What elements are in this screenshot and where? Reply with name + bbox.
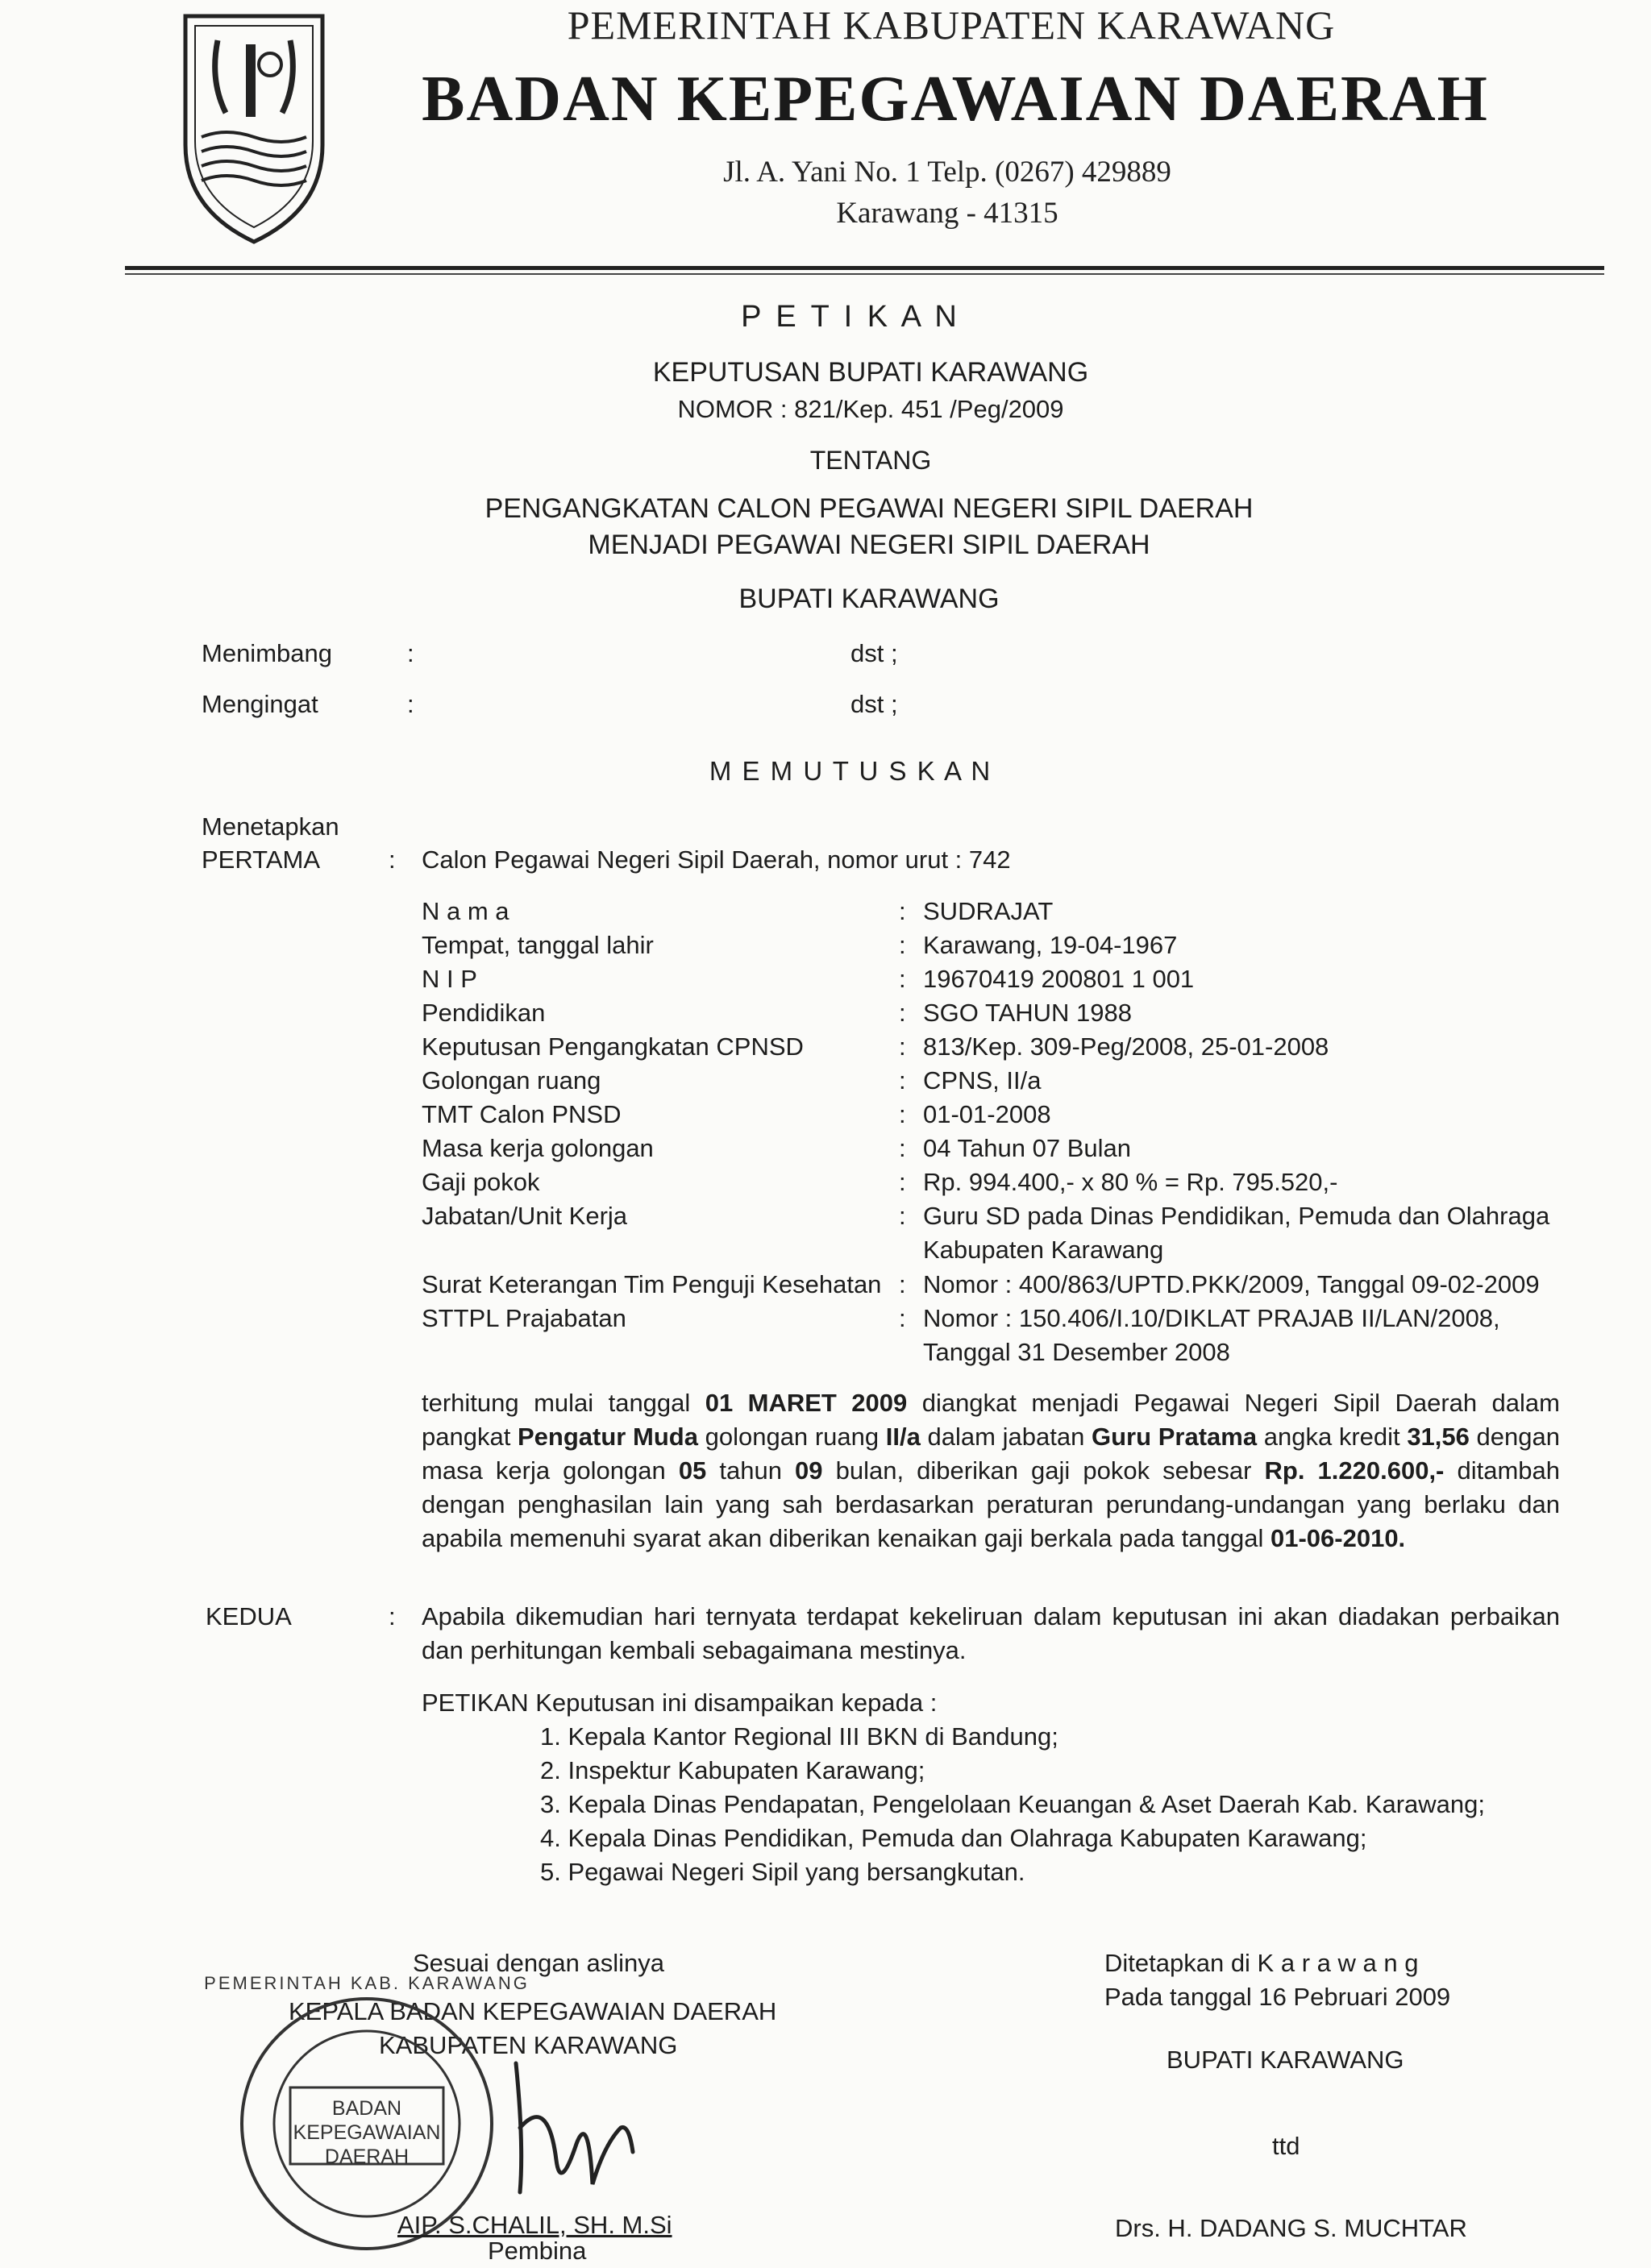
field-colon: :: [899, 1304, 906, 1332]
field-label: Golongan ruang: [422, 1066, 601, 1095]
list-item: 4. Kepala Dinas Pendidikan, Pemuda dan Olahraga Kabupaten Karawang;: [540, 1824, 1367, 1852]
field-colon: :: [899, 1032, 906, 1061]
subject-line-2: MENJADI PEGAWAI NEGERI SIPIL DAERAH: [588, 530, 1150, 560]
field-label: Jabatan/Unit Kerja: [422, 1202, 628, 1230]
left-signer-name: AIP. S.CHALIL, SH. M.Si: [397, 2211, 672, 2239]
list-item: 3. Kepala Dinas Pendapatan, Pengelolaan Keuangan & Aset Daerah Kab. Karawang;: [540, 1790, 1485, 1818]
para-text: diangkat menjadi Pegawai Negeri Sipil Daerah dalam pangkat: [422, 1389, 1560, 1451]
menimbang-colon: :: [407, 639, 414, 667]
tentang: TENTANG: [809, 446, 932, 475]
field-colon: :: [899, 965, 906, 993]
karawang-emblem-icon: [169, 8, 339, 250]
mengingat-value: dst ;: [850, 690, 898, 718]
right-signer-name: Drs. H. DADANG S. MUCHTAR: [1115, 2214, 1467, 2242]
field-colon: :: [899, 1134, 906, 1162]
pertama-paragraph: [422, 1386, 1560, 1556]
field-colon: :: [899, 931, 906, 959]
field-colon: :: [899, 1168, 906, 1196]
field-label: TMT Calon PNSD: [422, 1100, 622, 1128]
field-label: N a m a: [422, 897, 509, 925]
mengingat-colon: :: [407, 690, 414, 718]
field-value: 19670419 200801 1 001: [923, 965, 1195, 993]
field-label: Masa kerja golongan: [422, 1134, 654, 1162]
para-bold: Rp. 1.220.600,-: [1264, 1456, 1445, 1485]
pertama-label: PERTAMA: [202, 845, 320, 874]
field-value-cont: Tanggal 31 Desember 2008: [923, 1338, 1230, 1366]
field-value: SGO TAHUN 1988: [923, 999, 1133, 1027]
stamp-line-3: DAERAH: [324, 2145, 410, 2168]
signature-icon: [500, 2047, 645, 2208]
list-item: 2. Inspektur Kabupaten Karawang;: [540, 1756, 925, 1784]
field-value: Guru SD pada Dinas Pendidikan, Pemuda dan Olahraga: [923, 1202, 1550, 1230]
stamp-outer-text: PEMERINTAH KAB. KARAWANG: [204, 1973, 530, 1993]
distribution-heading: PETIKAN Keputusan ini disampaikan kepada :: [422, 1689, 938, 1717]
handwritten-signature: [500, 2047, 645, 2208]
field-colon: :: [899, 1066, 906, 1095]
bupati-heading: BUPATI KARAWANG: [738, 584, 1000, 614]
kedua-colon: :: [389, 1602, 396, 1630]
left-sign-title-1: KEPALA BADAN KEPEGAWAIAN DAERAH: [289, 1997, 777, 2025]
para-text: dengan masa kerja golongan: [422, 1423, 1560, 1485]
field-value: 01-01-2008: [923, 1100, 1051, 1128]
para-text: golongan ruang: [697, 1423, 886, 1451]
para-text: dalam jabatan: [920, 1423, 1092, 1451]
para-text: ditambah dengan penghasilan lain yang sah berdasarkan peraturan perundang-undangan yang berlaku dan apabila memenuhi syarat akan diberikan kenaikan gaji berkala pada tanggal: [422, 1456, 1560, 1552]
left-signer-rank: Pembina: [488, 2237, 587, 2265]
field-value: CPNS, II/a: [923, 1066, 1042, 1095]
date-set: Pada tanggal 16 Pebruari 2009: [1104, 1983, 1451, 2011]
left-sign-title-2: KABUPATEN KARAWANG: [379, 2031, 678, 2059]
memutuskan-heading: M E M U T U S K A N: [709, 756, 992, 786]
petikan-heading: P E T I K A N: [741, 300, 960, 334]
header-address: Jl. A. Yani No. 1 Telp. (0267) 429889: [723, 156, 1171, 189]
pertama-colon: :: [389, 845, 396, 874]
para-bold: II/a: [885, 1423, 921, 1451]
field-value: Nomor : 150.406/I.10/DIKLAT PRAJAB II/LAN/2008,: [923, 1304, 1500, 1332]
place-set: Ditetapkan di K a r a w a n g: [1104, 1949, 1419, 1977]
nomor: NOMOR : 821/Kep. 451 /Peg/2009: [677, 395, 1064, 423]
header-gov: PEMERINTAH KABUPATEN KARAWANG: [567, 2, 1336, 48]
list-item: 1. Kepala Kantor Regional III BKN di Bandung;: [540, 1722, 1058, 1751]
field-value-cont: Kabupaten Karawang: [923, 1236, 1164, 1264]
emblem: [169, 8, 339, 250]
para-bold: 05: [678, 1456, 707, 1485]
field-colon: :: [899, 1202, 906, 1230]
field-value: 04 Tahun 07 Bulan: [923, 1134, 1131, 1162]
para-text: angka kredit: [1257, 1423, 1408, 1451]
field-label: STTPL Prajabatan: [422, 1304, 626, 1332]
field-label: N I P: [422, 965, 477, 993]
menimbang-label: Menimbang: [202, 639, 332, 667]
stamp-line-2: KEPEGAWAIAN: [293, 2121, 441, 2144]
field-label: Pendidikan: [422, 999, 546, 1027]
kedua-label: KEDUA: [206, 1602, 292, 1630]
mengingat-label: Mengingat: [202, 690, 318, 718]
right-sign-title: BUPATI KARAWANG: [1167, 2046, 1404, 2074]
header-rule-thick: [125, 266, 1604, 270]
header-city: Karawang - 41315: [836, 197, 1058, 230]
para-text: tahun: [706, 1456, 796, 1485]
ttd: ttd: [1272, 2132, 1300, 2160]
field-value: SUDRAJAT: [923, 897, 1054, 925]
field-value: 813/Kep. 309-Peg/2008, 25-01-2008: [923, 1032, 1329, 1061]
field-colon: :: [899, 1100, 906, 1128]
field-label: Keputusan Pengangkatan CPNSD: [422, 1032, 804, 1061]
para-bold: Pengatur Muda: [517, 1423, 698, 1451]
field-colon: :: [899, 999, 906, 1027]
field-label: Gaji pokok: [422, 1168, 540, 1196]
para-bold: 31,56: [1407, 1423, 1470, 1451]
field-value: Karawang, 19-04-1967: [923, 931, 1178, 959]
header-rule-thin: [125, 273, 1604, 275]
para-bold: 01-06-2010.: [1270, 1524, 1406, 1552]
para-bold: Guru Pratama: [1092, 1423, 1258, 1451]
para-text: bulan, diberikan gaji pokok sebesar: [822, 1456, 1265, 1485]
header-agency: BADAN KEPEGAWAIAN DAERAH: [422, 64, 1489, 135]
para-bold: 09: [795, 1456, 823, 1485]
pertama-intro: Calon Pegawai Negeri Sipil Daerah, nomor urut : 742: [422, 845, 1011, 874]
menimbang-value: dst ;: [850, 639, 898, 667]
field-label: Surat Keterangan Tim Penguji Kesehatan: [422, 1270, 882, 1298]
keputusan-title: KEPUTUSAN BUPATI KARAWANG: [652, 357, 1089, 388]
list-item: 5. Pegawai Negeri Sipil yang bersangkutan.: [540, 1858, 1025, 1886]
subject-line-1: PENGANGKATAN CALON PEGAWAI NEGERI SIPIL DAERAH: [484, 493, 1254, 524]
field-colon: :: [899, 1270, 906, 1298]
stamp-line-1: BADAN: [331, 2097, 402, 2120]
menetapkan-label: Menetapkan: [202, 812, 339, 841]
field-value: Rp. 994.400,- x 80 % = Rp. 795.520,-: [923, 1168, 1338, 1196]
para-bold: 01 MARET 2009: [705, 1389, 908, 1417]
kedua-text: Apabila dikemudian hari ternyata terdapat kekeliruan dalam keputusan ini akan diadakan perbaikan dan perhitungan kembali sebagaimana mestinya.: [422, 1602, 1560, 1664]
field-value: Nomor : 400/863/UPTD.PKK/2009, Tanggal 09-02-2009: [923, 1270, 1540, 1298]
field-label: Tempat, tanggal lahir: [422, 931, 654, 959]
para-text: terhitung mulai tanggal: [422, 1389, 705, 1417]
field-colon: :: [899, 897, 906, 925]
sesuai-aslinya: Sesuai dengan aslinya: [413, 1949, 664, 1977]
